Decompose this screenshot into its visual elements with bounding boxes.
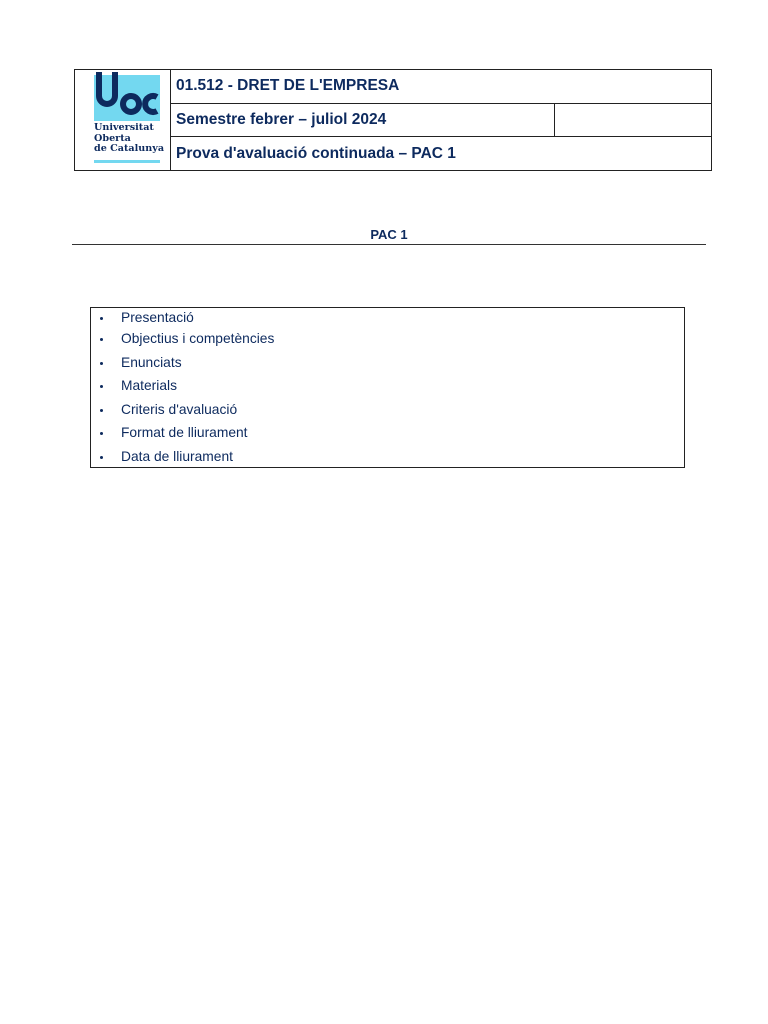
semester-extra-cell — [555, 103, 712, 137]
bullet-icon — [100, 456, 103, 459]
toc-item-format[interactable] — [91, 424, 681, 442]
semester-label: Semestre febrer – juliol 2024 — [171, 103, 555, 137]
logo-letters-graphic — [94, 72, 160, 120]
logo-text-line: de Catalunya — [94, 143, 165, 154]
bullet-icon — [100, 317, 103, 320]
logo-underline — [94, 160, 160, 163]
assessment-title: Prova d'avaluació continuada – PAC 1 — [171, 137, 712, 171]
section-divider — [72, 244, 706, 245]
uoc-logo — [75, 70, 171, 170]
bullet-icon — [100, 409, 103, 412]
section-title: PAC 1 — [370, 227, 408, 242]
document-header-table — [74, 69, 712, 171]
toc-item-criteris[interactable] — [91, 401, 681, 419]
toc-item-label: Criteris d'avaluació — [121, 402, 238, 417]
course-title: 01.512 - DRET DE L'EMPRESA — [171, 70, 712, 104]
toc-item-label: Presentació — [121, 310, 194, 325]
toc-item-presentacio[interactable] — [91, 309, 681, 327]
toc-item-objectius[interactable] — [91, 330, 681, 348]
toc-item-label: Data de lliurament — [121, 449, 233, 464]
toc-item-label: Format de lliurament — [121, 425, 248, 440]
table-of-contents — [90, 307, 685, 468]
bullet-icon — [100, 362, 103, 365]
toc-item-label: Materials — [121, 378, 177, 393]
logo-wordmark — [94, 123, 164, 155]
bullet-icon — [100, 432, 103, 435]
toc-item-materials[interactable] — [91, 377, 681, 395]
logo-text-line: Universitat — [94, 122, 154, 133]
toc-item-data[interactable] — [91, 448, 681, 466]
toc-item-enunciats[interactable] — [91, 354, 681, 372]
toc-item-label: Objectius i competències — [121, 331, 275, 346]
bullet-icon — [100, 385, 103, 388]
logo-cell — [75, 70, 171, 171]
toc-item-label: Enunciats — [121, 355, 182, 370]
logo-text-line: Oberta — [94, 132, 131, 144]
bullet-icon — [100, 338, 103, 341]
